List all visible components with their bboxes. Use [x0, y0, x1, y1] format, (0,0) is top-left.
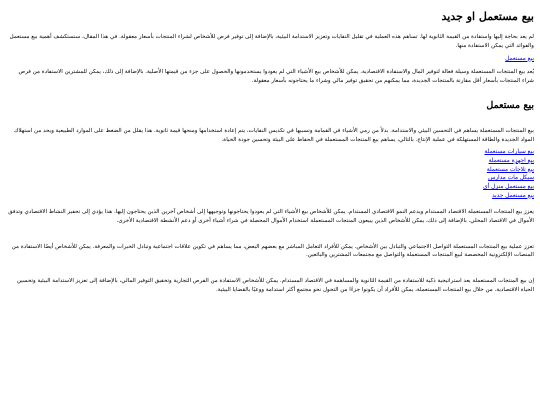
related-link-used-home[interactable]: بيع مستعمل منزل أي [483, 183, 534, 190]
savings-paragraph: يُعد بيع المنتجات المستعملة وسيلة فعالة لتوفير المال والاستفادة الاقتصادية. يمكن للأشخاص بيع الأشياء التي لم يعودوا يستخدمونها والحصول على جزء من قيمتها الأصلية. بالإضافة إلى ذلك، يمكن للمشترين الاستفادة من فرص شراء المنتجات بأسعار أقل مقارنة بالمنتجات الجديدة، مما يمكنهم من تحقيق توفير مالي وشراء ما يحتاجونه بأسعار معقولة. [18, 69, 534, 84]
list-item [6, 183, 534, 192]
related-link-used-cars[interactable]: بيع سيارات مستعملة [484, 149, 534, 156]
page-title: بيع مستعمل او جديد [441, 10, 534, 23]
environment-paragraph: بيع المنتجات المستعملة يساهم في التحسين البيئي والاستدامة. بدلاً من رمي الأشياء في القمامة وتسببها في تكديس النفايات، يتم إعادة استخدامها ومنحها قيمة ثانوية. هذا يقلل من الضغط على الموارد الطبيعية ويحد من استهلاك المواد الجديدة والطاقة المستهلكة في عملية الإنتاج. بالتالي، يساهم بيع المنتجات المستعملة في الحفاظ على البيئة وتحسين جودة الحياة. [13, 127, 534, 143]
list-item [6, 157, 534, 166]
related-link-school[interactable]: سيكل مات مدارس [488, 175, 534, 182]
list-item [6, 148, 534, 157]
related-link-used-devices[interactable]: بيع اجهزة مستعملة [488, 157, 534, 164]
social-paragraph: تعزز عملية بيع المنتجات المستعملة التواصل الاجتماعي والتبادل بين الأشخاص. يمكن للأفراد التعامل المباشر مع بعضهم البعض، مما يساهم في تكوين علاقات اجتماعية وتبادل الخبرات والمعرفة. يمكن للأشخاص أيضًا الاستفادة من المنصات الإلكترونية المخصصة لبيع المنتجات المستعملة والتواصل مع مجتمعات المشترين والبائعين. [11, 243, 534, 259]
economy-paragraph: يعزز بيع المنتجات المستعملة الاقتصاد المستدام ويدعم النمو الاقتصادي المستدام. يمكن للأشخاص بيع الأشياء التي لم يعودوا يحتاجونها وتوجيهها إلى أشخاص آخرين الذين يحتاجون إليها. هذا يؤدي إلى تحفيز النشاط الاقتصادي وتدفق الأموال في الاقتصاد المحلي. بالإضافة إلى ذلك، يمكن للأشخاص الذين يبيعون المنتجات المستعملة استخدام الأموال المحصلة في شراء أشياء أخرى أو دعم الأنشطة الاقتصادية الأخرى. [8, 209, 534, 224]
related-link-used-new[interactable]: بيع مستعمل جديد [492, 192, 534, 199]
list-item [6, 174, 534, 183]
sell-used-link[interactable]: بيع مستعمل [505, 55, 534, 62]
section-heading: بيع مستعمل [486, 99, 534, 111]
related-links-list [6, 148, 534, 200]
list-item [6, 166, 534, 175]
list-item [6, 192, 534, 201]
intro-paragraph: لم يعد بحاجة إليها واستفادة من القيمة الثانوية لها. تساهم هذه العملية في تقليل النفايات وتعزيز الاستدامة البيئية، بالإضافة إلى توفير فرص للأشخاص لشراء المنتجات بأسعار معقولة. في هذا المقال، سنستكشف أهمية بيع مستعمل والفوائد التي يمكن الاستفادة منها. [9, 34, 534, 49]
conclusion-paragraph: إن بيع المنتجات المستعملة يعد استراتيجية ذكية للاستفادة من القيمة الثانوية والمساهمة في الاقتصاد المستدام. يمكن للأشخاص الاستفادة من الفرص التجارية وتحقيق التوفير المالي، بالإضافة إلى تعزيز الاستدامة البيئية وتحسين الحياة الاقتصادية. من خلال بيع المنتجات المستعملة، يمكن للأفراد أن يكونوا جزءًا من التحول نحو مجتمع أكثر استدامة ووعيًا بالقضايا البيئية. [16, 277, 534, 293]
related-link-used-fridges[interactable]: بيع ثلاجات مستعملة [486, 166, 534, 173]
